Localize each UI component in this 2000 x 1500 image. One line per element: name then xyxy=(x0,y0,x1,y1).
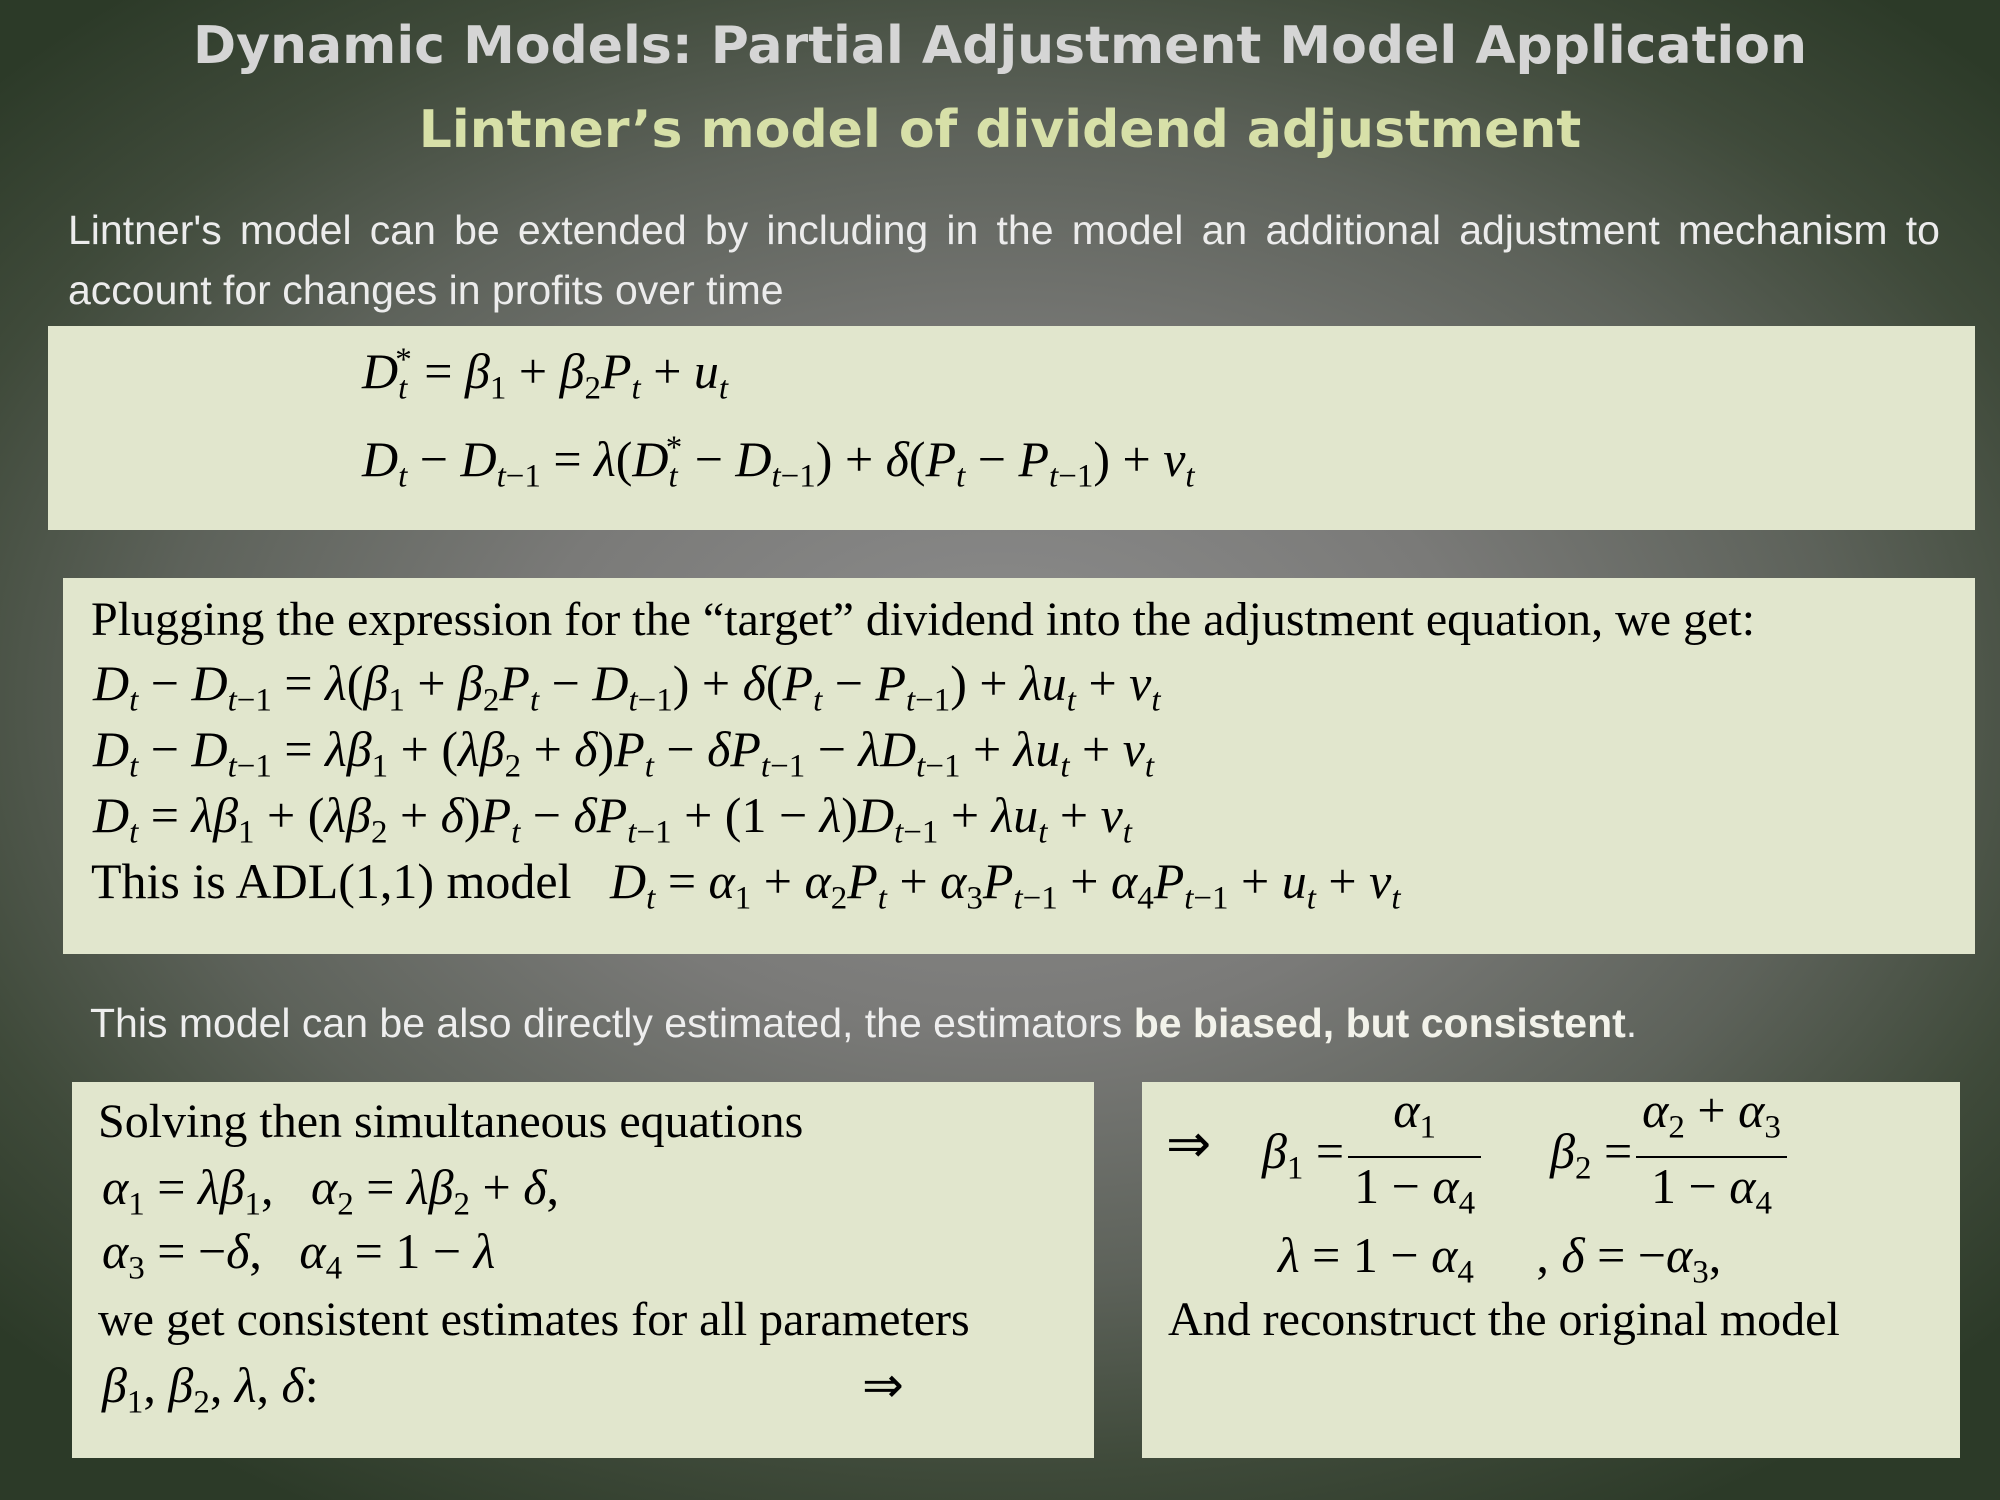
note-end: . xyxy=(1625,1000,1638,1046)
parameter-list: $\beta_1$, $\beta_2$, λ, δ: xyxy=(102,1357,319,1421)
substitution-equation-1: $D_t - D_{t-1} = \lambda(\beta_1 + \beta_2P_t - D_{t-1}) + \delta(P_t - P_{t-1}) + \lambda u_t + v_t$ xyxy=(93,655,1161,719)
adl-line xyxy=(91,852,1400,918)
solving-conclusion: we get consistent estimates for all parameters xyxy=(98,1293,970,1346)
implies-arrow-icon: ⇒ xyxy=(862,1357,904,1413)
solving-equation-2: $\alpha_3 = -\delta$, $\alpha_4 = 1 - \lambda$ xyxy=(102,1223,496,1287)
substitution-intro: Plugging the expression for the “target” dividend into the adjustment equation, we get: xyxy=(91,593,1756,646)
substitution-equation-3: $D_t = \lambda\beta_1 + (\lambda\beta_2 + \delta)P_t - \delta P_{t-1} + (1 - \lambda)D_{t-1} + \lambda u_t + v_t$ xyxy=(93,787,1132,851)
substitution-box xyxy=(63,578,1975,954)
slide-subtitle: Lintner’s model of dividend adjustment xyxy=(418,100,1582,160)
reconstruct-text: And reconstruct the original model xyxy=(1168,1293,1840,1346)
estimation-note xyxy=(90,1000,1637,1047)
note-emphasis: be biased, but consistent xyxy=(1133,1000,1626,1046)
beta-estimates: $\beta_1$ = $\frac{\alpha_1}{1 - \alpha_4}$ $\beta_2$ = $\frac{\alpha_2 + \alpha_3}{1 - \alpha_4}$ xyxy=(1262,1082,1791,1231)
target-equation: $D_t^* = \beta_1 + \beta_2P_t + u_t$ xyxy=(362,342,729,407)
note-text: This model can be also directly estimated, the estimators xyxy=(90,1000,1134,1046)
substitution-equation-2: $D_t - D_{t-1} = \lambda\beta_1 + (\lambda\beta_2 + \delta)P_t - \delta P_{t-1} - \lambda D_{t-1} + \lambda u_t + v_t$ xyxy=(93,721,1155,785)
solving-box xyxy=(72,1082,1094,1458)
adl-equation: $D_t = \alpha_1 + \alpha_2P_t + \alpha_3P_{t-1} + \alpha_4P_{t-1} + u_t + v_t$ xyxy=(610,853,1401,917)
result-box xyxy=(1142,1082,1960,1458)
slide-title: Dynamic Models: Partial Adjustment Model Application xyxy=(192,16,1807,76)
solving-equation-1: $\alpha_1 = \lambda\beta_1$, $\alpha_2 = \lambda\beta_2 + \delta$, xyxy=(102,1159,559,1223)
adjustment-equation: $D_t - D_{t-1} = \lambda(D_t^* - D_{t-1}) + \delta(P_t - P_{t-1}) + v_t$ xyxy=(362,430,1195,495)
intro-paragraph: Lintner's model can be extended by including in the model an additional adjustment mechanism to account for changes in profits over time xyxy=(68,207,1940,313)
implies-arrow-icon: ⇒ xyxy=(1166,1114,1212,1174)
lambda-delta-estimates: $\lambda = 1 - \alpha_4$ , $\delta = -\alpha_3$, xyxy=(1278,1227,1722,1291)
adl-label: This is ADL(1,1) model xyxy=(91,853,572,909)
target-equations-box xyxy=(48,326,1975,530)
solving-intro: Solving then simultaneous equations xyxy=(98,1095,804,1148)
